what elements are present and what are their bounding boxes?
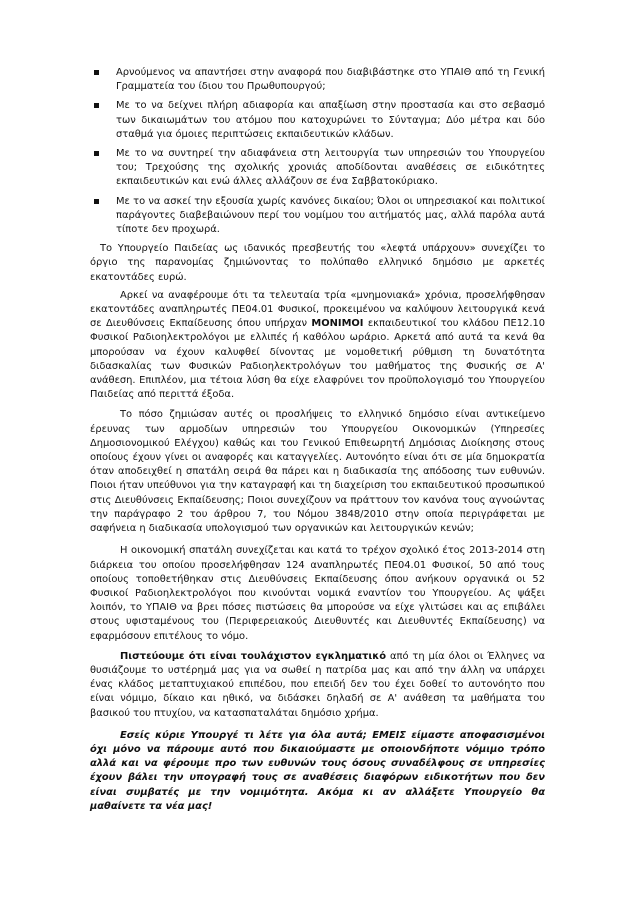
list-item xyxy=(90,99,545,142)
paragraph-appointments xyxy=(90,289,545,403)
bullet-text: Με το να συντηρεί την αδιαφάνεια στη λειτουργία των υπηρεσιών του Υπουργείου του; Τρεχούσης της σχολικής χρονιάς αποδίδονται αναθέσεις σε ειδικότητες εκπαιδευτικών και ενώ άλλες αλλάζουν σε ένα Σαββατοκύριακο. xyxy=(116,148,545,188)
square-bullet-icon xyxy=(94,199,99,204)
bullet-text: Με το να δείχνει πλήρη αδιαφορία και απαξίωση στην προστασία και στο σεβασμό των δικαιωμάτων του ατόμου που κατοχυρώνει το Σύνταγμα; Δύο μέτρα και δύο σταθμά για όμοιες περιπτώσεις εκπαιδευτικών κλάδων. xyxy=(116,100,545,140)
bullet-text: Αρνούμενος να απαντήσει στην αναφορά που διαβιβάστηκε στο ΥΠΑΙΘ από τη Γενική Γραμματεία του ίδιου του Πρωθυπουργού; xyxy=(116,67,545,93)
paragraph-damage: Το πόσο ζημιώσαν αυτές οι προσλήψεις το ελληνικό δημόσιο είναι αντικείμενο έρευνας των αρμοδίων υπηρεσιών του Υπουργείου Οικονομικών (Υπηρεσίες Δημοσιονομικού Ελέγχου) καθώς και του Γενικού Επιθεωρητή Δημόσιας Διοίκησης στους οποίους έχουν γίνει οι αναφορές και καταγγελίες. Αυτονόητο είναι ότι σε μία δημοκρατία όταν αποδειχθεί η σπατάλη σειρά θα πάρει και η διαδικασία της απόδοσης των ευθυνών. Ποιοι ήταν υπεύθυνοι για την καταγραφή και τη διαχείριση του εκπαιδευτικού προσωπικού στις Διευθύνσεις Εκπαίδευσης; Ποιοι συνεχίζουν να πράττουν τον κανόνα τους αγνοώντας την παράγραφο 2 του άρθρου 7, του Νόμου 3848/2010 στην οποία περιγράφεται με σαφήνεια η διαδικασία υπολογισμού των οργανικών και λειτουργικών κενών; xyxy=(90,409,545,535)
list-item xyxy=(90,66,545,94)
paragraph-waste: Η οικονομική σπατάλη συνεχίζεται και κατά το τρέχον σχολικό έτος 2013-2014 στη διάρκεια του οποίου προσελήφθησαν 124 αναπληρωτές ΠΕ04.01 Φυσικοί, 50 από τους οποίους τοποθετήθηκαν στις Διευθύνσεις Εκπαίδευσης όπου ανήκουν οργανικά οι 52 Φυσικοί Ραδιοηλεκτρολόγοι που κινούνται νομικά εναντίον του Υπουργείου. Ας ψάξει λοιπόν, το ΥΠΑΙΘ να βρει πόσες πιστώσεις θα μπορούσε να είχε γλιτώσει και ας επιβάλει στους υφισταμένους του (Περιφερειακούς Διευθυντές και Διευθυντές Εκπαίδευσης) να εφαρμόσουν επιτέλους το νόμο. xyxy=(90,545,545,642)
paragraph-text: από τη μία όλοι οι Έλληνες να θυσιάζουμε το υστέρημά μας για να σωθεί η πατρίδα μας και από την άλλη να υπάρχει ένας κλάδος μεταπτυχιακού επιπέδου, που επειδή δεν του έχει δοθεί το αυτονόητο που είναι νόμιμο, δίκαιο και ηθικό, να διδάσκει δηλαδή σε Α' ανάθεση τα μαθήματα του βασικού του πτυχίου, να κατασπαταλάται δημόσιο χρήμα. xyxy=(90,650,546,719)
list-item xyxy=(90,195,545,238)
square-bullet-icon xyxy=(94,70,99,75)
bullet-text: Με το να ασκεί την εξουσία χωρίς κανόνες δικαίου; Όλοι οι υπηρεσιακοί και πολιτικοί παράγοντες διαβεβαιώνουν περί του νομίμου του αιτήματός μας, αλλά παρόλα αυτά τίποτε δεν προχωρά. xyxy=(116,195,545,236)
paragraph-criminal xyxy=(90,650,545,721)
paragraph-ministry: Το Υπουργείο Παιδείας ως ιδανικός πρεσβευτής του «λεφτά υπάρχουν» συνεχίζει το όργιο της παρανομίας ζημιώνοντας το πολύπαθο ελληνικό δημόσιο με αρκετές εκατοντάδες ευρώ. xyxy=(90,243,545,283)
bullet-list xyxy=(90,66,545,237)
emphasis-criminal: Πιστεύουμε ότι είναι τουλάχιστον εγκληματικό xyxy=(120,650,387,662)
list-item xyxy=(90,147,545,190)
paragraph-text: εκπαιδευτικοί του κλάδου ΠΕ12.10 Φυσικοί Ραδιοηλεκτρολόγοι με ελλιπές ή καθόλου ωράριο. Αρκετά από αυτά τα κενά θα μπορούσαν να έχουν καλυφθεί δίνοντας με νομοθετική ρύθμιση τη δυνατότητα διδασκαλίας των Φυσικών Ραδιοηλεκτρολόγων του μαθήματος της Φυσικής σε Α' ανάθεση. Επιπλέον, μια τέτοια λύση θα είχε ελαφρύνει τον προϋπολογισμό του Υπουργείου Παιδείας από περιττά έξοδα. xyxy=(90,318,546,401)
square-bullet-icon xyxy=(94,151,99,156)
paragraph-closing: Εσείς κύριε Υπουργέ τι λέτε για όλα αυτά; ΕΜΕΙΣ είμαστε αποφασισμένοι όχι μόνο να πάρουμε αυτό που δικαιούμαστε με οποιονδήποτε νόμιμο τρόπο αλλά και να φέρουμε προ των ευθυνών τους όσους συναδέλφους σε υπηρεσίες έχουν βάλει την υπογραφή τους σε αναθέσεις διαφόρων ειδικοτήτων που δεν είναι συμβατές με την νομιμότητα. Ακόμα κι αν αλλάξετε Υπουργείο θα μαθαίνετε τα νέα μας! xyxy=(90,729,545,812)
paragraph-text: Αρκεί να αναφέρουμε ότι τα τελευταία τρία «μνημονιακά» χρόνια, προσελήφθησαν εκατοντάδες αναπληρωτές ΠΕ04.01 Φυσικοί, προκειμένου να καλύψουν λειτουργικά κενά σε Διευθύνσεις Εκπαίδευσης όπου υπήρχαν xyxy=(90,289,545,330)
document-body xyxy=(90,66,545,814)
emphasis-permanent: ΜΟΝΙΜΟΙ xyxy=(311,318,364,330)
square-bullet-icon xyxy=(94,103,99,108)
